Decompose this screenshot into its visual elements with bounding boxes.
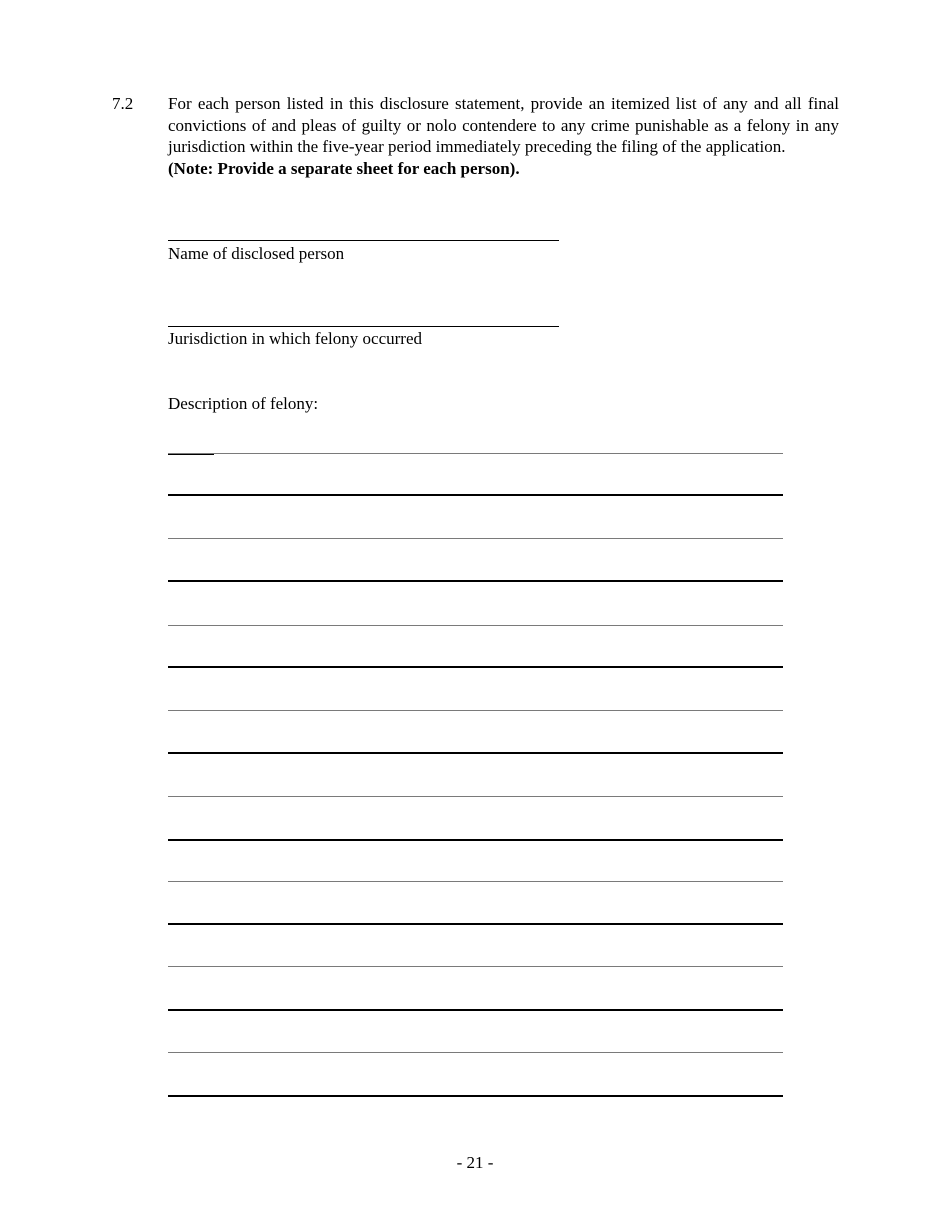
jurisdiction-field-label: Jurisdiction in which felony occurred bbox=[168, 329, 422, 348]
description-line[interactable] bbox=[168, 666, 783, 668]
description-line[interactable] bbox=[168, 1009, 783, 1011]
description-line[interactable] bbox=[168, 710, 783, 711]
description-line[interactable] bbox=[168, 752, 783, 754]
description-line[interactable] bbox=[168, 453, 783, 454]
section-body bbox=[168, 93, 839, 179]
description-line[interactable] bbox=[168, 881, 783, 882]
description-line[interactable] bbox=[168, 1095, 783, 1097]
description-line[interactable] bbox=[168, 580, 783, 582]
name-signature-line[interactable] bbox=[168, 240, 559, 241]
section-number: 7.2 bbox=[112, 94, 134, 113]
separate-sheet-note: (Note: Provide a separate sheet for each person). bbox=[168, 158, 520, 178]
description-line[interactable] bbox=[168, 538, 783, 539]
description-field-label: Description of felony: bbox=[168, 394, 319, 413]
description-line[interactable] bbox=[168, 966, 783, 967]
description-line[interactable] bbox=[168, 839, 783, 841]
description-line[interactable] bbox=[168, 494, 783, 496]
description-line[interactable] bbox=[168, 796, 783, 797]
jurisdiction-signature-line[interactable] bbox=[168, 326, 559, 327]
name-field-label: Name of disclosed person bbox=[168, 244, 345, 263]
description-line[interactable] bbox=[168, 923, 783, 925]
description-line[interactable] bbox=[168, 625, 783, 626]
instruction-paragraph: For each person listed in this disclosure statement, provide an itemized list of any and all final convictions of and pleas of guilty or nolo contendere to any crime punishable as a felony in any jurisdiction within the five-year period immediately preceding the filing of the application. bbox=[168, 94, 839, 156]
description-line[interactable] bbox=[168, 1052, 783, 1053]
page-number: - 21 - bbox=[456, 1153, 494, 1172]
